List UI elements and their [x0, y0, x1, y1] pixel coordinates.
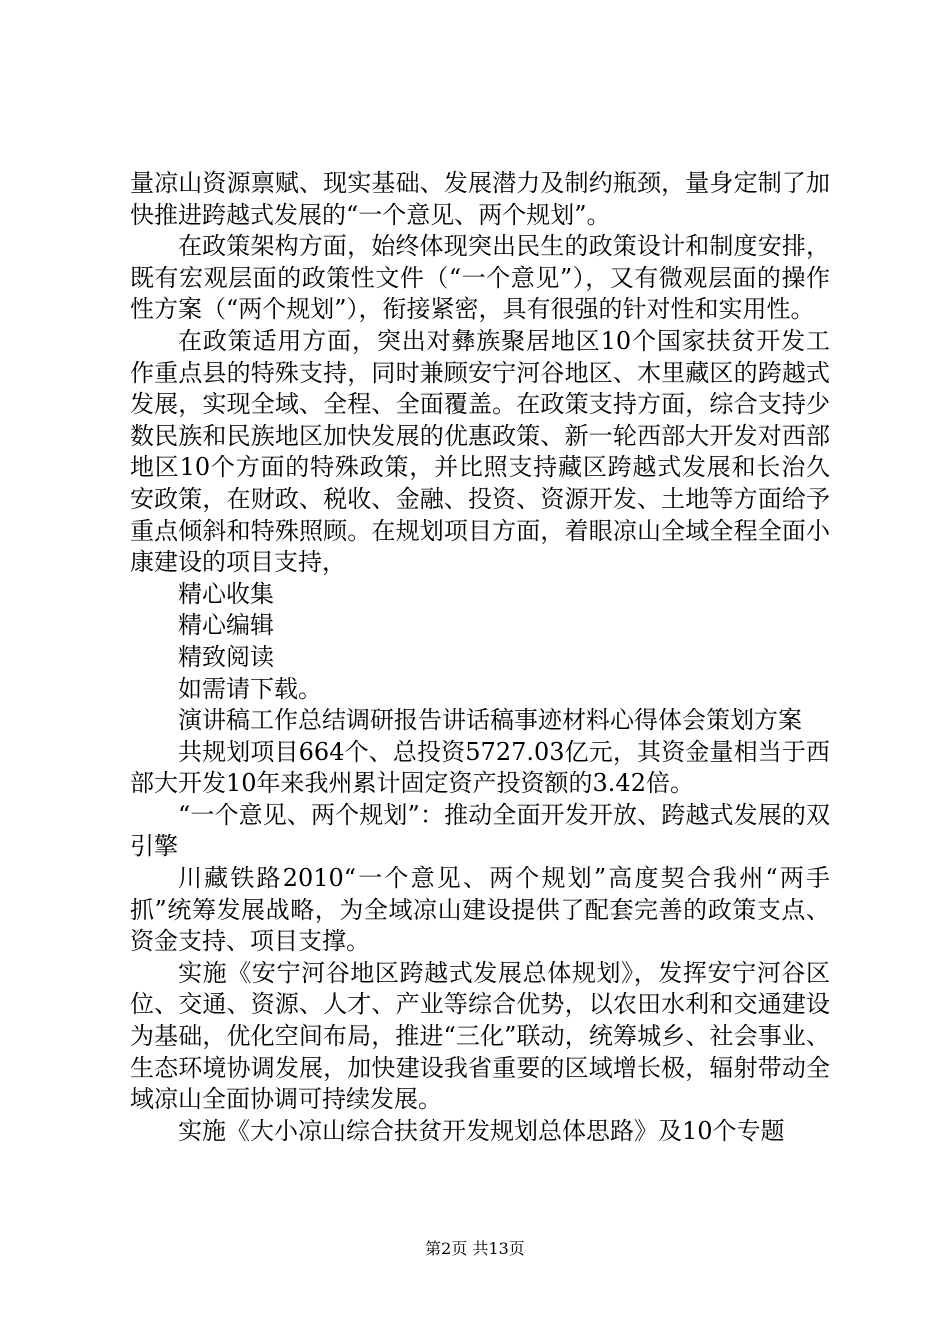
paragraph: 精心编辑 [178, 611, 274, 640]
page-number: 第2页 共13页 [425, 1239, 525, 1258]
paragraph: 共规划项目664个、总投资5727.03亿元，其资金量相当于西部大开发10年来我州累计固定资产投资额的3.42倍。 [130, 737, 830, 798]
document-body [130, 168, 830, 1147]
paragraph: 在政策架构方面，始终体现突出民生的政策设计和制度安排，既有宏观层面的政策性文件（“一个意见”），又有微观层面的操作性方案（“两个规划”），衔接紧密，具有很强的针对性和实用性。 [130, 232, 830, 324]
paragraph: 演讲稿工作总结调研报告讲话稿事迹材料心得体会策划方案 [178, 706, 802, 735]
paragraph: “一个意见、两个规划”：推动全面开发开放、跨越式发展的双引擎 [130, 800, 830, 861]
paragraph: 实施《大小凉山综合扶贫开发规划总体思路》及10个专题 [178, 1116, 785, 1145]
paragraph: 川藏铁路2010“一个意见、两个规划”高度契合我州“两手抓”统筹发展战略，为全域凉山建设提供了配套完善的政策支点、资金支持、项目支撑。 [130, 864, 830, 956]
paragraph: 精心收集 [178, 579, 274, 608]
paragraph: 如需请下载。 [178, 674, 322, 703]
paragraph: 量凉山资源禀赋、现实基础、发展潜力及制约瓶颈，量身定制了加快推进跨越式发展的“一个意见、两个规划”。 [130, 169, 830, 229]
paragraph: 实施《安宁河谷地区跨越式发展总体规划》，发挥安宁河谷区位、交通、资源、人才、产业等综合优势，以农田水利和交通建设为基础，优化空间布局，推进“三化”联动，统筹城乡、社会事业、生态环境协调发展，加快建设我省重要的区域增长极，辐射带动全域凉山全面协调可持续发展。 [130, 958, 830, 1114]
paragraph: 在政策适用方面，突出对彝族聚居地区10个国家扶贫开发工作重点县的特殊支持，同时兼顾安宁河谷地区、木里藏区的跨越式发展，实现全域、全程、全面覆盖。在政策支持方面，综合支持少数民族和民族地区加快发展的优惠政策、新一轮西部大开发对西部地区10个方面的特殊政策，并比照支持藏区跨越式发展和长治久安政策，在财政、税收、金融、投资、资源开发、土地等方面给予重点倾斜和特殊照顾。在规划项目方面，着眼凉山全域全程全面小康建设的项目支持， [130, 326, 830, 577]
paragraph: 精致阅读 [178, 642, 274, 671]
